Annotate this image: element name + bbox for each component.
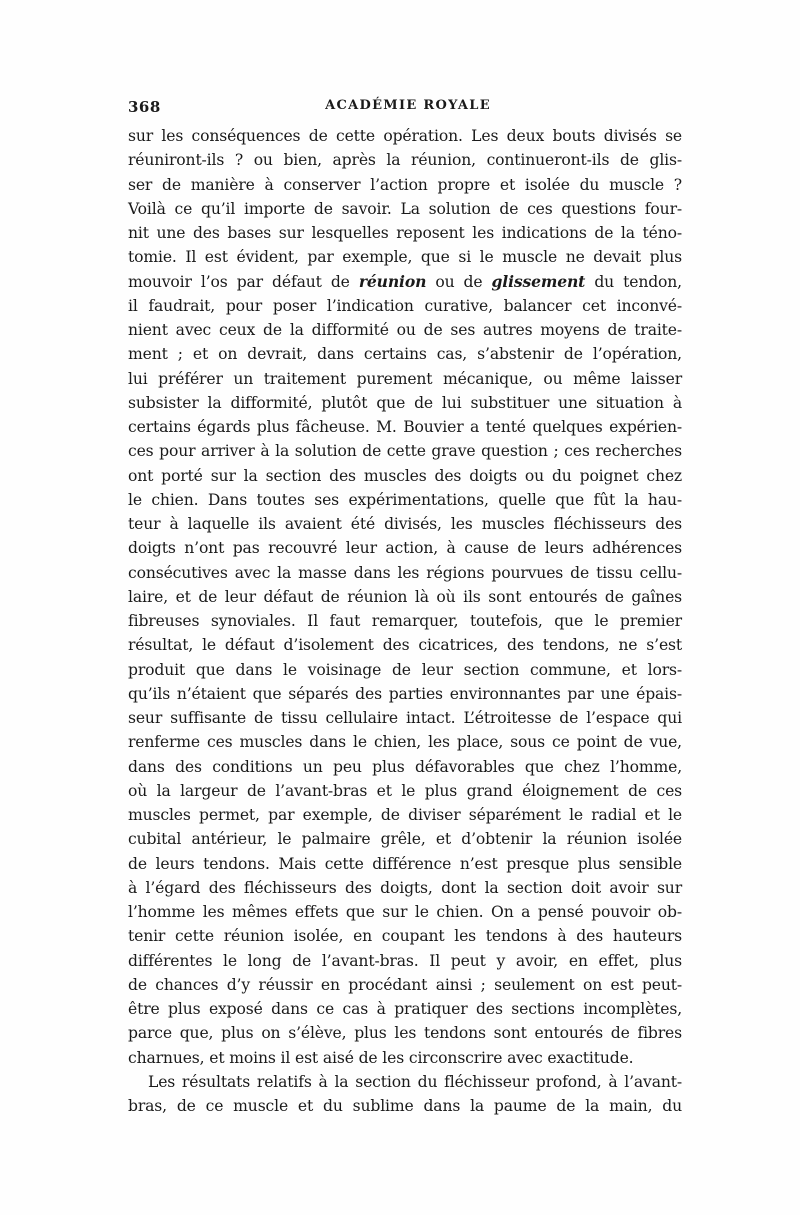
text-run: ou de <box>426 272 492 291</box>
emphasis-reunion: réunion <box>358 271 427 291</box>
text-line: être plus exposé dans ce cas à pratiquer des sections incomplètes, <box>128 1000 682 1018</box>
text-line: bras, de ce muscle et du sublime dans la paume de la main, du <box>128 1097 682 1115</box>
page-header <box>128 98 680 122</box>
text-line: il faudrait, pour poser l’indication curative, balancer cet inconvé- <box>128 296 682 315</box>
text-line: consécutives avec la masse dans les régions pourvues de tissu cellu- <box>128 563 682 582</box>
text-line: le chien. Dans toutes ses expérimentations, quelle que fût la hau- <box>128 490 682 509</box>
text-line: ont porté sur la section des muscles des doigts ou du poignet chez <box>128 466 682 485</box>
text-line: renferme ces muscles dans le chien, les place, sous ce point de vue, <box>128 733 682 752</box>
text-line: dans des conditions un peu plus défavorables que chez l’homme, <box>128 757 682 776</box>
text-line: l’homme les mêmes effets que sur le chien. On a pensé pouvoir ob- <box>128 903 682 921</box>
text-line-paragraph-start: Les résultats relatifs à la section du fléchisseur profond, à l’avant- <box>148 1072 682 1091</box>
text-line: de leurs tendons. Mais cette différence n’est presque plus sensible <box>128 854 682 873</box>
text-line: de chances d’y réussir en procédant ainsi ; seulement on est peut- <box>128 975 682 994</box>
text-line: teur à laquelle ils avaient été divisés, les muscles fléchisseurs des <box>128 515 682 533</box>
text-line: seur suffisante de tissu cellulaire intact. L’étroitesse de l’espace qui <box>128 709 682 727</box>
text-line-with-emphasis <box>128 270 682 294</box>
text-line: Voilà ce qu’il importe de savoir. La solution de ces questions four- <box>128 199 682 218</box>
text-line: produit que dans le voisinage de leur section commune, et lors- <box>128 660 682 679</box>
page-number: 368 <box>128 98 161 116</box>
text-line: tenir cette réunion isolée, en coupant les tendons à des hauteurs <box>128 927 682 946</box>
text-line: subsister la difformité, plutôt que de lui substituer une situation à <box>128 393 682 412</box>
text-line: ment ; et on devrait, dans certains cas, s’abstenir de l’opération, <box>128 345 682 364</box>
text-line-paragraph-end: charnues, et moins il est aisé de les circonscrire avec exactitude. <box>128 1048 634 1067</box>
text-line: laire, et de leur défaut de réunion là où ils sont entourés de gaînes <box>128 587 682 606</box>
text-line: fibreuses synoviales. Il faut remarquer, toutefois, que le premier <box>128 612 682 630</box>
text-line: nient avec ceux de la difformité ou de ses autres moyens de traite- <box>128 321 682 339</box>
text-line: ser de manière à conserver l’action propre et isolée du muscle ? <box>128 175 682 194</box>
text-line: réuniront-ils ? ou bien, après la réunion, continueront-ils de glis- <box>128 151 682 170</box>
text-run: mouvoir l’os par défaut de <box>128 272 359 291</box>
emphasis-glissement: glissement <box>491 271 586 291</box>
text-line: doigts n’ont pas recouvré leur action, à cause de leurs adhérences <box>128 539 682 558</box>
text-line: où la largeur de l’avant-bras et le plus grand éloignement de ces <box>128 781 682 800</box>
text-line: ces pour arriver à la solution de cette grave question ; ces recherches <box>128 442 682 461</box>
text-line: muscles permet, par exemple, de diviser séparément le radial et le <box>128 806 682 824</box>
text-line: sur les conséquences de cette opération. Les deux bouts divisés se <box>128 127 682 145</box>
text-line: lui préférer un traitement purement mécanique, ou même laisser <box>128 369 682 388</box>
text-line: à l’égard des fléchisseurs des doigts, dont la section doit avoir sur <box>128 878 682 897</box>
text-line: différentes le long de l’avant-bras. Il peut y avoir, en effet, plus <box>128 951 682 970</box>
text-line: qu’ils n’étaient que séparés des parties environnantes par une épais- <box>128 684 682 703</box>
text-line: parce que, plus on s’élève, plus les tendons sont entourés de fibres <box>128 1024 682 1043</box>
running-head: ACADÉMIE ROYALE <box>325 98 491 113</box>
text-line: tomie. Il est évident, par exemple, que si le muscle ne devait plus <box>128 248 682 267</box>
body-text <box>128 124 682 1118</box>
text-line: résultat, le défaut d’isolement des cicatrices, des tendons, ne s’est <box>128 636 682 655</box>
text-run: du tendon, <box>585 272 682 291</box>
text-line: cubital antérieur, le palmaire grêle, et d’obtenir la réunion isolée <box>128 830 682 849</box>
text-line: nit une des bases sur lesquelles reposent les indications de la téno- <box>128 224 682 242</box>
text-line: certains égards plus fâcheuse. M. Bouvier a tenté quelques expérien- <box>128 418 682 436</box>
